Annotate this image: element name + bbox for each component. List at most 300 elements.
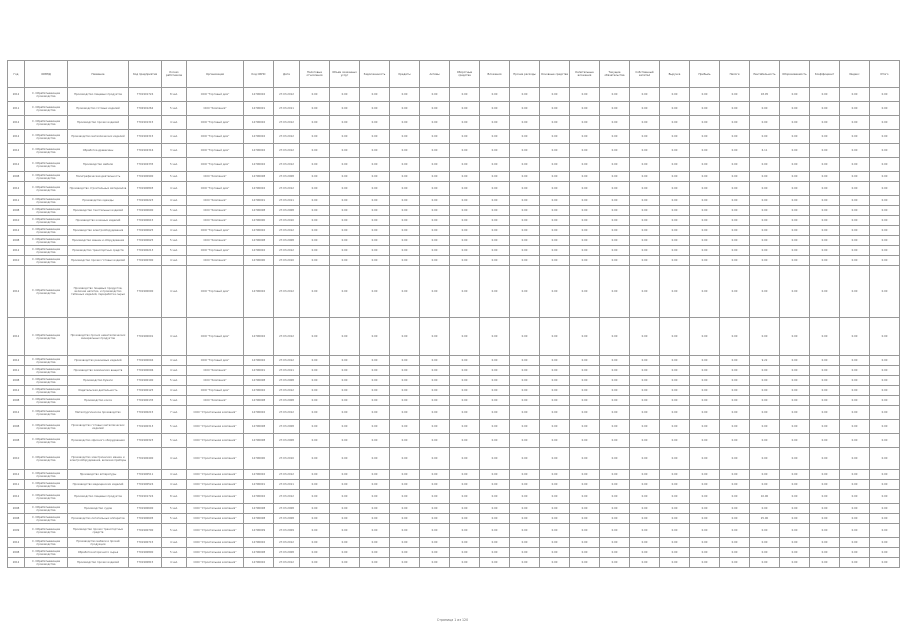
table-row bbox=[8, 434, 900, 448]
table-cell: 0.00 bbox=[600, 216, 630, 226]
table-cell: 0.00 bbox=[420, 144, 450, 158]
column-header: Оборотные средства bbox=[450, 61, 480, 88]
table-cell: 0.00 bbox=[450, 480, 480, 490]
table-cell: ООО "Компания" bbox=[187, 196, 244, 206]
table-cell: 7701900125 bbox=[129, 386, 162, 396]
table-cell: ООО "Строительная компания" bbox=[187, 524, 244, 538]
table-cell: 0.00 bbox=[870, 246, 900, 256]
table-cell: 14790002 bbox=[244, 144, 274, 158]
table-cell: 0.00 bbox=[870, 406, 900, 420]
table-cell: 0.00 bbox=[870, 206, 900, 216]
table-cell: 0.00 bbox=[450, 216, 480, 226]
table-cell: 0.00 bbox=[660, 144, 690, 158]
table-cell: 0.00 bbox=[510, 216, 540, 226]
table-cell: 0.00 bbox=[450, 116, 480, 130]
table-cell: 5 чел. bbox=[162, 206, 187, 216]
table-cell: 0.00 bbox=[690, 144, 720, 158]
table-cell: 27.03.2009 bbox=[274, 524, 300, 538]
table-cell: 0.00 bbox=[540, 514, 570, 524]
table-cell: 0.00 bbox=[330, 88, 360, 102]
table-cell: ООО "Торговый дом" bbox=[187, 386, 244, 396]
table-cell: 0.00 bbox=[330, 102, 360, 116]
table-cell: 0.00 bbox=[690, 182, 720, 196]
table-cell: С. Обрабатывающие производства bbox=[25, 144, 68, 158]
table-cell: 0.00 bbox=[840, 480, 870, 490]
table-cell: 14790002 bbox=[244, 386, 274, 396]
table-cell: 0.00 bbox=[810, 548, 840, 558]
table-cell: 0.00 bbox=[840, 420, 870, 434]
table-cell: 4 чел. bbox=[162, 266, 187, 318]
table-cell: 0.00 bbox=[360, 558, 390, 568]
table-cell: Производство пищевых продуктов bbox=[68, 88, 129, 102]
table-cell: 7701902315 bbox=[129, 130, 162, 144]
table-cell: 0.00 bbox=[570, 130, 600, 144]
table-cell: Производство химических веществ bbox=[68, 366, 129, 376]
table-cell: 0.00 bbox=[420, 266, 450, 318]
table-cell: С. Обрабатывающие производства bbox=[25, 448, 68, 470]
table-cell: 2012 bbox=[8, 266, 25, 318]
table-cell: 14790008 bbox=[244, 172, 274, 182]
table-cell: 0.00 bbox=[510, 256, 540, 266]
table-cell: 0.00 bbox=[720, 206, 750, 216]
table-cell: 0.00 bbox=[330, 158, 360, 172]
table-cell: 0.00 bbox=[840, 266, 870, 318]
table-cell: 0.00 bbox=[660, 116, 690, 130]
table-cell: 0.00 bbox=[300, 196, 330, 206]
table-cell: 0.00 bbox=[840, 470, 870, 480]
table-cell: 14790002 bbox=[244, 116, 274, 130]
table-cell: 0.00 bbox=[300, 88, 330, 102]
table-cell: С. Обрабатывающие производства bbox=[25, 504, 68, 514]
table-cell: 0.00 bbox=[420, 158, 450, 172]
table-cell: 0.00 bbox=[690, 246, 720, 256]
table-cell: 0.00 bbox=[330, 226, 360, 236]
table-cell: 0.00 bbox=[720, 256, 750, 266]
table-cell: 0.00 bbox=[450, 226, 480, 236]
table-cell: 0.00 bbox=[390, 130, 420, 144]
table-cell: 0.00 bbox=[480, 196, 510, 206]
table-cell: С. Обрабатывающие производства bbox=[25, 396, 68, 406]
table-cell: 0.00 bbox=[510, 524, 540, 538]
table-cell: 0.00 bbox=[870, 256, 900, 266]
table-cell: 0.00 bbox=[540, 406, 570, 420]
table-cell: 27.03.2012 bbox=[274, 318, 300, 356]
table-cell: 0.00 bbox=[630, 420, 660, 434]
table-cell: Производство текстильных изделий bbox=[68, 206, 129, 216]
table-cell: С. Обрабатывающие производства bbox=[25, 376, 68, 386]
table-cell: 0.00 bbox=[570, 434, 600, 448]
table-cell: 0.00 bbox=[570, 558, 600, 568]
table-cell: 0.00 bbox=[510, 396, 540, 406]
table-cell: 0.00 bbox=[870, 130, 900, 144]
table-row bbox=[8, 356, 900, 366]
table-cell: 0.00 bbox=[480, 144, 510, 158]
table-cell: 0.00 bbox=[420, 196, 450, 206]
table-cell: 0.00 bbox=[510, 356, 540, 366]
table-cell: 0.00 bbox=[480, 386, 510, 396]
table-cell: 0.00 bbox=[720, 538, 750, 548]
table-cell: 0.00 bbox=[390, 236, 420, 246]
table-cell: 0.00 bbox=[330, 130, 360, 144]
table-cell: 0.00 bbox=[750, 158, 780, 172]
table-cell: 0.00 bbox=[630, 172, 660, 182]
table-cell: 14790002 bbox=[244, 406, 274, 420]
table-cell: 0.00 bbox=[300, 448, 330, 470]
table-cell: 0.00 bbox=[690, 396, 720, 406]
table-cell: 0.00 bbox=[420, 216, 450, 226]
table-cell: 0.00 bbox=[840, 172, 870, 182]
table-row bbox=[8, 396, 900, 406]
table-cell: 0.00 bbox=[600, 480, 630, 490]
table-cell: 14790002 bbox=[244, 266, 274, 318]
table-cell: 0.00 bbox=[720, 504, 750, 514]
table-cell: 0.00 bbox=[810, 256, 840, 266]
table-cell: С. Обрабатывающие производства bbox=[25, 236, 68, 246]
table-cell: 0.00 bbox=[450, 318, 480, 356]
table-cell: 0.00 bbox=[780, 88, 810, 102]
table-cell: 0.00 bbox=[420, 376, 450, 386]
table-cell: 0.00 bbox=[660, 318, 690, 356]
table-row bbox=[8, 216, 900, 226]
table-cell: 0.00 bbox=[480, 504, 510, 514]
table-cell: 0.00 bbox=[540, 216, 570, 226]
table-cell: 5 чел. bbox=[162, 158, 187, 172]
table-cell: 0.00 bbox=[690, 158, 720, 172]
table-cell: 0.00 bbox=[750, 130, 780, 144]
table-cell: 0.00 bbox=[390, 514, 420, 524]
table-cell: 0.00 bbox=[600, 548, 630, 558]
table-cell: 0.00 bbox=[450, 448, 480, 470]
table-row bbox=[8, 514, 900, 524]
column-header: Оборачиваемость bbox=[780, 61, 810, 88]
table-cell: 0.00 bbox=[420, 524, 450, 538]
table-cell: 0.00 bbox=[720, 236, 750, 246]
table-cell: 0.00 bbox=[810, 396, 840, 406]
table-cell: 0.00 bbox=[360, 206, 390, 216]
table-cell: С. Обрабатывающие производства bbox=[25, 434, 68, 448]
table-cell: 0.00 bbox=[870, 88, 900, 102]
table-cell: 0.00 bbox=[810, 102, 840, 116]
table-cell: 0.00 bbox=[840, 206, 870, 216]
table-cell: 27.03.2008 bbox=[274, 434, 300, 448]
table-row bbox=[8, 196, 900, 206]
table-cell: 0.00 bbox=[540, 480, 570, 490]
table-cell: 0.00 bbox=[390, 246, 420, 256]
table-cell: С. Обрабатывающие производства bbox=[25, 490, 68, 504]
table-cell: 0.00 bbox=[360, 386, 390, 396]
table-cell: 0.00 bbox=[540, 196, 570, 206]
table-cell: 0.00 bbox=[600, 256, 630, 266]
table-cell: 0.00 bbox=[390, 88, 420, 102]
table-cell: 7701902316 bbox=[129, 144, 162, 158]
table-cell: 0.00 bbox=[450, 256, 480, 266]
table-cell: 0.00 bbox=[600, 116, 630, 130]
table-cell: 0.00 bbox=[780, 226, 810, 236]
table-cell: 0.00 bbox=[810, 386, 840, 396]
table-cell: 0.00 bbox=[510, 448, 540, 470]
table-cell: 14790001 bbox=[244, 366, 274, 376]
table-cell: С. Обрабатывающие производства bbox=[25, 386, 68, 396]
table-cell: 0.00 bbox=[540, 504, 570, 514]
table-cell: 0.00 bbox=[630, 356, 660, 366]
table-cell: Производство готовых изделий bbox=[68, 102, 129, 116]
table-cell: 7701900700 bbox=[129, 524, 162, 538]
table-cell: 0.00 bbox=[720, 196, 750, 206]
table-cell: 0.00 bbox=[540, 470, 570, 480]
table-cell: 0.00 bbox=[810, 376, 840, 386]
table-cell: С. Обрабатывающие производства bbox=[25, 558, 68, 568]
table-cell: 0.00 bbox=[780, 514, 810, 524]
table-cell: 0.00 bbox=[510, 470, 540, 480]
column-header: Объем оказанных услуг bbox=[330, 61, 360, 88]
table-cell: 0.00 bbox=[870, 420, 900, 434]
table-cell: 0.00 bbox=[660, 366, 690, 376]
table-cell: 0.00 bbox=[480, 558, 510, 568]
table-row bbox=[8, 480, 900, 490]
table-cell: 0.00 bbox=[690, 504, 720, 514]
table-cell: ООО "Торговый дом" bbox=[187, 158, 244, 172]
table-cell: 0.00 bbox=[600, 558, 630, 568]
table-cell: 0.00 bbox=[540, 448, 570, 470]
table-cell: 27.03.2012 bbox=[274, 116, 300, 130]
table-cell: 0.00 bbox=[480, 396, 510, 406]
table-cell: 0.00 bbox=[720, 172, 750, 182]
table-cell: 0.00 bbox=[630, 366, 660, 376]
table-cell: 0.00 bbox=[450, 490, 480, 504]
table-row bbox=[8, 256, 900, 266]
table-cell: С. Обрабатывающие производства bbox=[25, 88, 68, 102]
table-cell: С. Обрабатывающие производства bbox=[25, 102, 68, 116]
table-cell: 0.00 bbox=[570, 256, 600, 266]
table-cell: 0.00 bbox=[750, 480, 780, 490]
table-cell: 0.00 bbox=[750, 366, 780, 376]
table-cell: 0.00 bbox=[600, 396, 630, 406]
table-cell: 5 чел. bbox=[162, 102, 187, 116]
table-cell: 7701900006 bbox=[129, 366, 162, 376]
table-cell: 0.00 bbox=[600, 236, 630, 246]
table-cell: 0.00 bbox=[600, 158, 630, 172]
table-cell: 0.00 bbox=[690, 434, 720, 448]
table-cell: 14790008 bbox=[244, 504, 274, 514]
table-cell: 0.00 bbox=[390, 158, 420, 172]
table-row bbox=[8, 158, 900, 172]
table-cell: 5 чел. bbox=[162, 524, 187, 538]
table-cell: 0.00 bbox=[330, 524, 360, 538]
table-cell: 0.00 bbox=[540, 524, 570, 538]
table-cell: 7701900524 bbox=[129, 480, 162, 490]
table-cell: 0.00 bbox=[870, 386, 900, 396]
table-cell: 0.00 bbox=[600, 366, 630, 376]
table-cell: 0.00 bbox=[690, 256, 720, 266]
table-cell: 2010 bbox=[8, 256, 25, 266]
table-row bbox=[8, 226, 900, 236]
table-cell: 0.00 bbox=[630, 434, 660, 448]
table-cell: 14790008 bbox=[244, 376, 274, 386]
table-cell: 0.00 bbox=[870, 318, 900, 356]
table-cell: 0.00 bbox=[660, 448, 690, 470]
table-cell: 0.00 bbox=[480, 448, 510, 470]
table-cell: 0.00 bbox=[450, 246, 480, 256]
table-cell: 0.00 bbox=[780, 448, 810, 470]
table-cell: 0.00 bbox=[690, 538, 720, 548]
table-cell: 0.00 bbox=[390, 196, 420, 206]
table-cell: 4 чел. bbox=[162, 116, 187, 130]
table-cell: ООО "Компания" bbox=[187, 396, 244, 406]
table-cell: 0.00 bbox=[420, 182, 450, 196]
table-cell: ООО "Строительная компания" bbox=[187, 514, 244, 524]
table-cell: 0.00 bbox=[360, 144, 390, 158]
table-cell: 0.00 bbox=[630, 182, 660, 196]
table-cell: ООО "Строительная компания" bbox=[187, 558, 244, 568]
table-cell: 0.00 bbox=[300, 548, 330, 558]
table-cell: 0.00 bbox=[840, 366, 870, 376]
table-cell: ООО "Компания" bbox=[187, 216, 244, 226]
table-cell: 0.00 bbox=[660, 558, 690, 568]
table-header-row bbox=[8, 61, 900, 88]
table-cell: 14790002 bbox=[244, 158, 274, 172]
table-cell: Производство готовых металлических изделий bbox=[68, 420, 129, 434]
column-header: Название bbox=[68, 61, 129, 88]
table-cell: 0.00 bbox=[390, 548, 420, 558]
table-cell: С. Обрабатывающие производства bbox=[25, 366, 68, 376]
table-cell: 27.03.2012 bbox=[274, 226, 300, 236]
table-cell: 0.00 bbox=[690, 406, 720, 420]
table-cell: ООО "Торговый дом" bbox=[187, 116, 244, 130]
table-cell: 0.00 bbox=[600, 376, 630, 386]
table-cell: 0.00 bbox=[660, 538, 690, 548]
column-header: Текущие обязательства bbox=[600, 61, 630, 88]
table-cell: 0.00 bbox=[570, 158, 600, 172]
table-cell: 0.00 bbox=[630, 246, 660, 256]
table-cell: 0.00 bbox=[600, 102, 630, 116]
table-row bbox=[8, 538, 900, 548]
table-cell: 0.00 bbox=[300, 356, 330, 366]
table-cell: 4 чел. bbox=[162, 318, 187, 356]
table-row bbox=[8, 172, 900, 182]
table-cell: 2012 bbox=[8, 144, 25, 158]
table-cell: 0.00 bbox=[690, 448, 720, 470]
table-cell: 0.00 bbox=[750, 558, 780, 568]
table-cell: 0.00 bbox=[660, 356, 690, 366]
table-cell: 0.00 bbox=[330, 396, 360, 406]
table-cell: 0.00 bbox=[570, 144, 600, 158]
table-cell: 8 чел. bbox=[162, 490, 187, 504]
table-cell: 0.00 bbox=[570, 386, 600, 396]
table-cell: 0.00 bbox=[750, 524, 780, 538]
table-cell: Производство аппаратуры bbox=[68, 470, 129, 480]
table-cell: 0.00 bbox=[300, 182, 330, 196]
table-cell: 0.00 bbox=[630, 490, 660, 504]
table-cell: 27.03.2011 bbox=[274, 366, 300, 376]
table-cell: 0.00 bbox=[810, 182, 840, 196]
table-cell: 0.00 bbox=[870, 524, 900, 538]
table-cell: Полиграфическая деятельность bbox=[68, 172, 129, 182]
table-cell: 0.00 bbox=[360, 158, 390, 172]
table-cell: 0.00 bbox=[690, 524, 720, 538]
table-cell: 0.00 bbox=[300, 130, 330, 144]
table-cell: 0.00 bbox=[720, 480, 750, 490]
table-cell: 0.00 bbox=[570, 318, 600, 356]
table-cell: Производство медицинских изделий bbox=[68, 480, 129, 490]
table-cell: 0.00 bbox=[840, 196, 870, 206]
table-cell: 4 чел. bbox=[162, 470, 187, 480]
table-cell: 27.03.2008 bbox=[274, 514, 300, 524]
table-cell: 2012 bbox=[8, 470, 25, 480]
table-cell: 27.03.2012 bbox=[274, 266, 300, 318]
table-cell: С. Обрабатывающие производства bbox=[25, 548, 68, 558]
table-cell: 14790008 bbox=[244, 434, 274, 448]
table-cell: 0.00 bbox=[840, 246, 870, 256]
table-cell: ООО "Компания" bbox=[187, 102, 244, 116]
table-cell: 0.00 bbox=[690, 236, 720, 246]
page-footer: Страница 1 из 120 bbox=[436, 618, 469, 622]
table-cell: 0.00 bbox=[450, 524, 480, 538]
table-cell: 0.00 bbox=[450, 470, 480, 480]
table-cell: 0.00 bbox=[630, 216, 660, 226]
table-cell: 7701900605 bbox=[129, 514, 162, 524]
table-cell: 0.00 bbox=[690, 356, 720, 366]
table-cell: 0.00 bbox=[420, 538, 450, 548]
table-cell: 14790001 bbox=[244, 196, 274, 206]
table-cell: 0.00 bbox=[540, 538, 570, 548]
table-cell: 0.00 bbox=[300, 470, 330, 480]
table-cell: 14790001 bbox=[244, 480, 274, 490]
table-cell: 0.00 bbox=[720, 226, 750, 236]
table-cell: 0.00 bbox=[720, 434, 750, 448]
table-cell: 5 чел. bbox=[162, 434, 187, 448]
table-cell: 0.00 bbox=[660, 102, 690, 116]
table-cell: 7701900100 bbox=[129, 376, 162, 386]
table-cell: 4 чел. bbox=[162, 130, 187, 144]
table-cell: 0.00 bbox=[690, 376, 720, 386]
table-cell: 0.00 bbox=[510, 116, 540, 130]
table-cell: 6.11 bbox=[750, 144, 780, 158]
table-cell: 0.00 bbox=[540, 396, 570, 406]
table-cell: 0.00 bbox=[660, 216, 690, 226]
table-cell: 0.00 bbox=[300, 206, 330, 216]
table-cell: 0.00 bbox=[810, 144, 840, 158]
table-cell: 0.00 bbox=[780, 102, 810, 116]
table-cell: 0.00 bbox=[690, 470, 720, 480]
table-row bbox=[8, 236, 900, 246]
table-cell: 0.00 bbox=[510, 406, 540, 420]
table-cell: 0.00 bbox=[840, 158, 870, 172]
table-cell: 0.00 bbox=[660, 490, 690, 504]
table-cell: 0.00 bbox=[480, 116, 510, 130]
table-cell: 0.00 bbox=[720, 266, 750, 318]
table-row bbox=[8, 420, 900, 434]
table-cell: 0.00 bbox=[570, 490, 600, 504]
table-cell: 0.00 bbox=[600, 172, 630, 182]
table-cell: 0.00 bbox=[690, 226, 720, 236]
table-row bbox=[8, 318, 900, 356]
table-row bbox=[8, 88, 900, 102]
table-cell: Производство кокса bbox=[68, 396, 129, 406]
table-cell: 0.00 bbox=[390, 490, 420, 504]
table-cell: 0.00 bbox=[570, 182, 600, 196]
table-cell: 0.00 bbox=[720, 524, 750, 538]
table-cell: 0.00 bbox=[750, 434, 780, 448]
table-cell: 0.00 bbox=[510, 88, 540, 102]
table-cell: 14790002 bbox=[244, 470, 274, 480]
table-cell: 7701900800 bbox=[129, 548, 162, 558]
table-cell: 0.00 bbox=[360, 538, 390, 548]
table-cell: 0.00 bbox=[600, 266, 630, 318]
table-cell: С. Обрабатывающие производства bbox=[25, 480, 68, 490]
table-cell: 0.00 bbox=[540, 102, 570, 116]
table-cell: 0.00 bbox=[540, 144, 570, 158]
table-cell: ООО "Торговый дом" bbox=[187, 356, 244, 366]
